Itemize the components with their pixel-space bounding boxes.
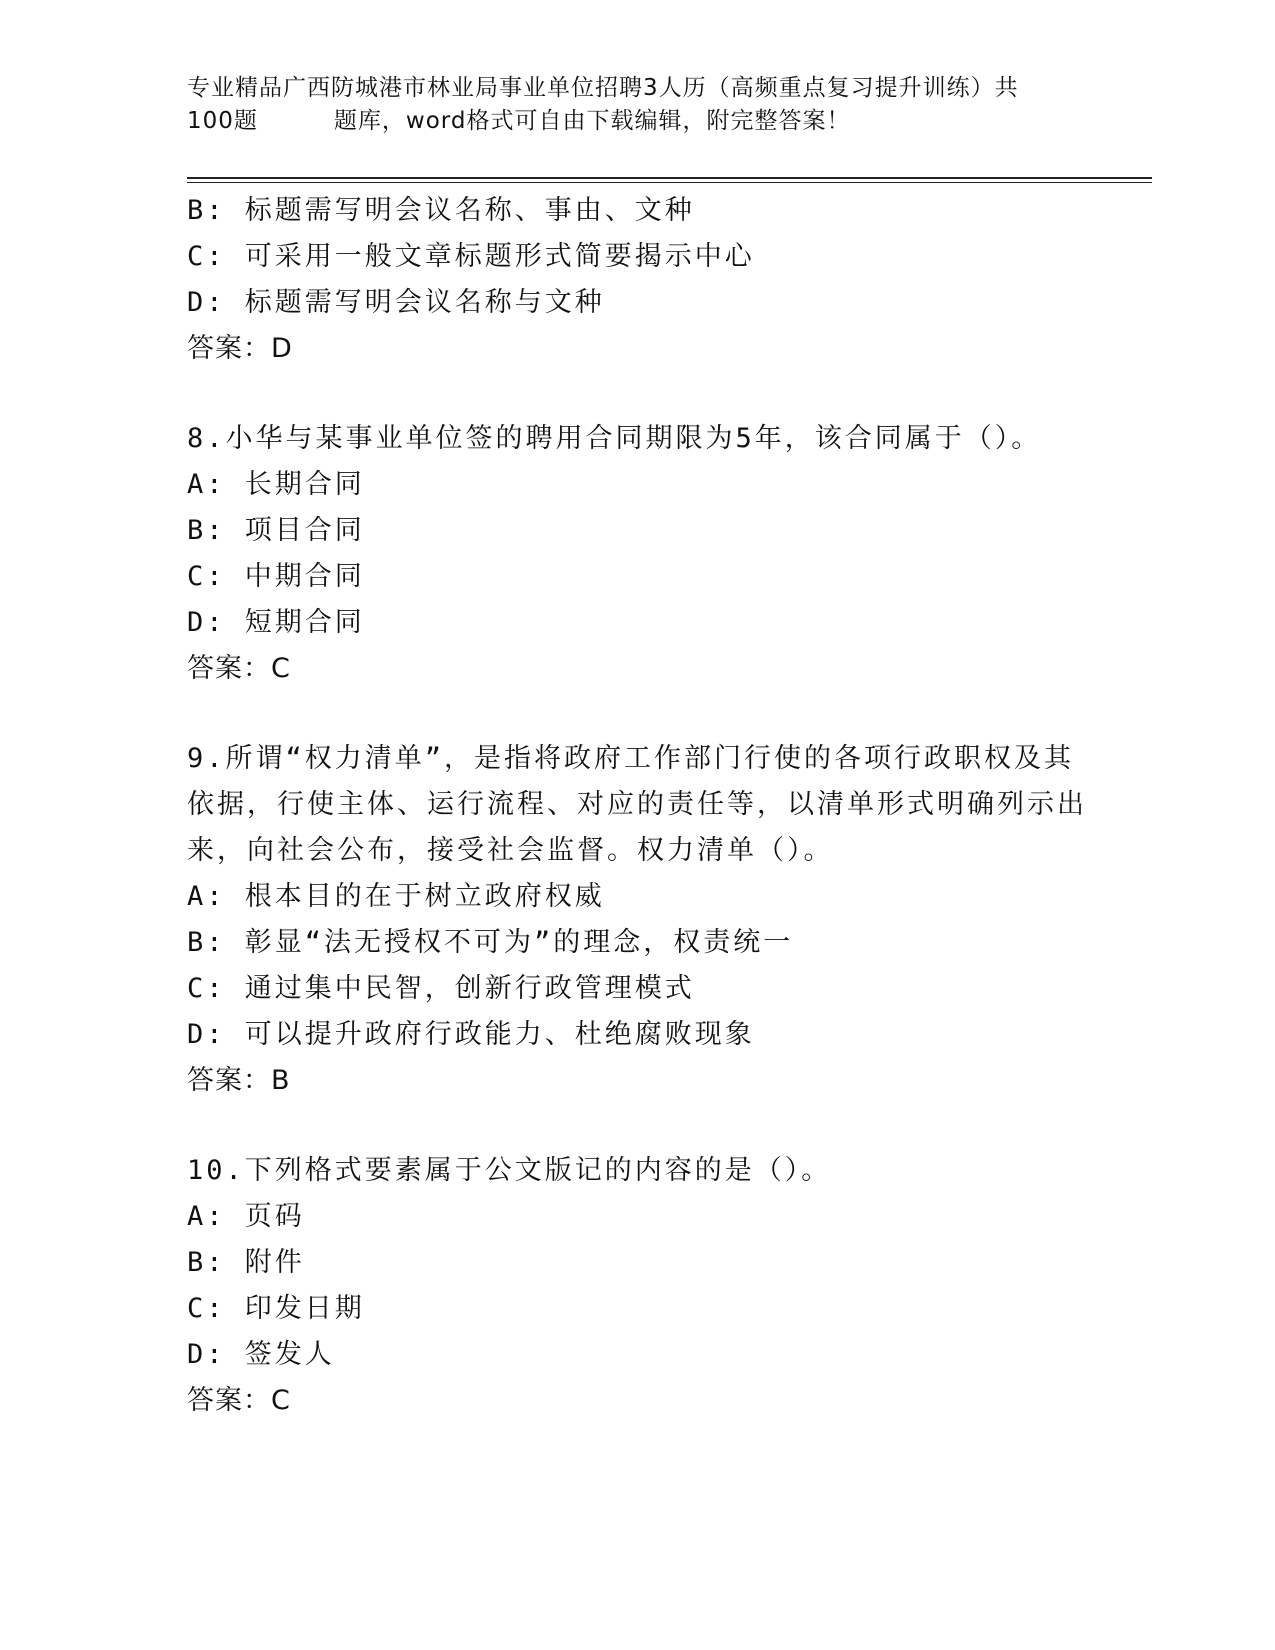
question-10: [187, 1148, 1067, 1424]
question-8: [187, 416, 1067, 692]
option-b: B: 彰显“法无授权不可为”的理念，权责统一: [187, 927, 794, 958]
header-divider-thin: [187, 182, 1152, 183]
option-b: B: 附件: [187, 1247, 305, 1278]
answer-line: 答案：C: [187, 653, 291, 684]
header-question-count: 100题: [187, 108, 258, 134]
question-9: [187, 736, 1087, 1104]
option-a: A: 长期合同: [187, 469, 365, 500]
header-title-line-2: [187, 105, 1067, 138]
question-stem-line-3: 来，向社会公布，接受社会监督。权力清单（）。: [187, 835, 834, 866]
question-stem-line-2: 依据，行使主体、运行流程、对应的责任等，以清单形式明确列示出: [187, 789, 1087, 820]
document-body: [187, 188, 1087, 1424]
question-7-continued: [187, 188, 1067, 372]
option-d: D: 短期合同: [187, 607, 365, 638]
answer-line: 答案：D: [187, 333, 293, 364]
question-stem: 8.小华与某事业单位签的聘用合同期限为5年，该合同属于（）。: [187, 423, 1042, 454]
document-header: [187, 72, 1067, 138]
question-stem: 10.下列格式要素属于公文版记的内容的是（）。: [187, 1155, 832, 1186]
question-stem-line-1: 9.所谓“权力清单”，是指将政府工作部门行使的各项行政职权及其: [187, 743, 1075, 774]
header-title-line-1: 专业精品广西防城港市林业局事业单位招聘3人历（高频重点复习提升训练）共: [187, 75, 1019, 101]
answer-line: 答案：B: [187, 1065, 291, 1096]
answer-line: 答案：C: [187, 1385, 291, 1416]
option-d: D: 可以提升政府行政能力、杜绝腐败现象: [187, 1019, 755, 1050]
option-c: C: 中期合同: [187, 561, 365, 592]
option-a: A: 页码: [187, 1201, 305, 1232]
option-b: B: 项目合同: [187, 515, 365, 546]
option-d: D: 签发人: [187, 1339, 335, 1370]
header-divider-thick: [187, 177, 1152, 179]
header-description: 题库，word格式可自由下载编辑，附完整答案！: [333, 108, 851, 134]
option-b: B: 标题需写明会议名称、事由、文种: [187, 195, 695, 226]
option-c: C: 通过集中民智，创新行政管理模式: [187, 973, 695, 1004]
option-c: C: 印发日期: [187, 1293, 365, 1324]
option-c: C: 可采用一般文章标题形式简要揭示中心: [187, 241, 755, 272]
option-a: A: 根本目的在于树立政府权威: [187, 881, 605, 912]
option-d: D: 标题需写明会议名称与文种: [187, 287, 605, 318]
